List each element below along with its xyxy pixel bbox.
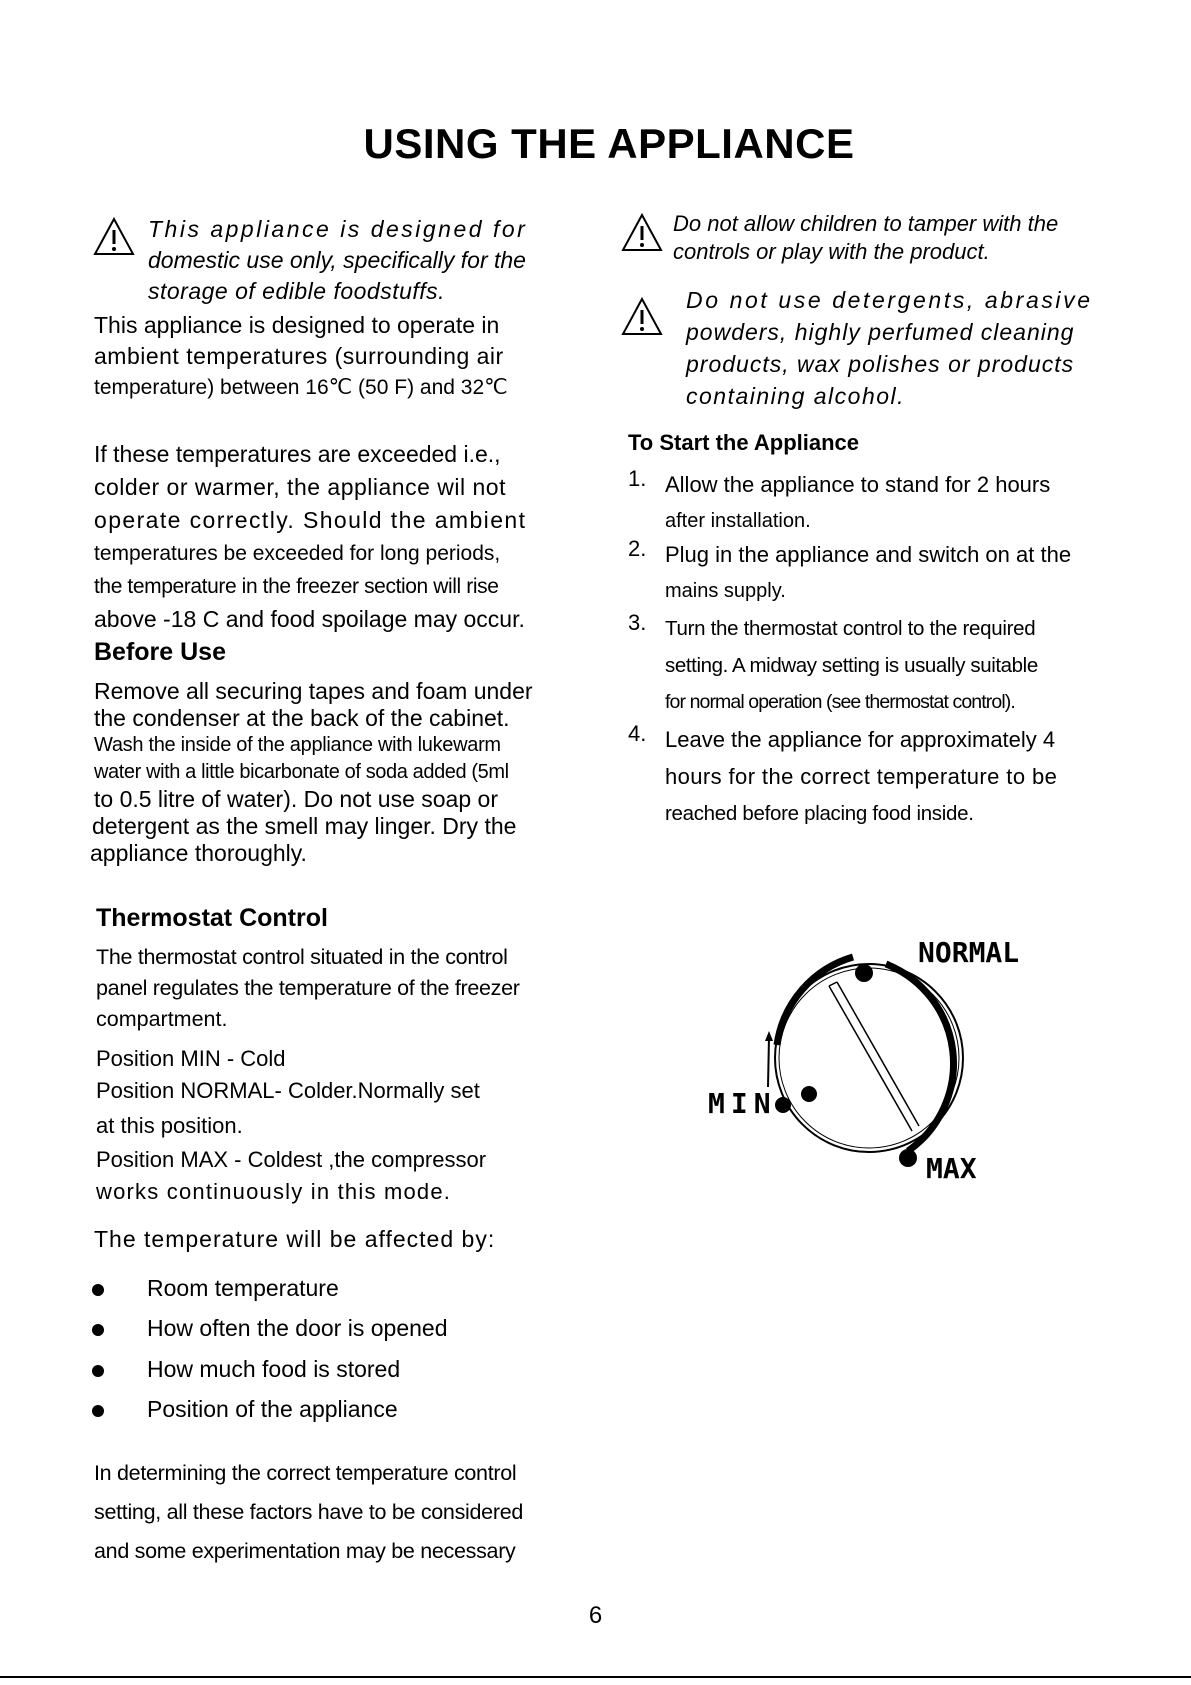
bullet-icon bbox=[92, 1324, 104, 1336]
start-steps-list: 1. Allow the appliance to stand for 2 hours after installation. 2. Plug in the appliance and switch on at the mains supply. 3. Turn the thermostat control to the required setting. A midway setting is usually suitable for normal operation (see thermostat control). 4. Leave the appliance for approximately 4 hours for the correct temperature to be reached before placing food inside. bbox=[628, 466, 1072, 825]
thermostat-dial-diagram bbox=[690, 925, 1070, 1195]
dial-label-normal: NORMAL bbox=[918, 936, 1020, 969]
bullet-icon bbox=[92, 1284, 104, 1296]
dial-label-min: MIN bbox=[708, 1087, 777, 1120]
before-use-heading: Before Use bbox=[94, 638, 226, 666]
warning-triangle-icon bbox=[620, 296, 664, 338]
page-number: 6 bbox=[588, 1602, 603, 1629]
warning-domestic-use: This appliance is designed for domestic use only, specifically for the storage of edible foodstuffs. bbox=[148, 216, 528, 304]
position-min-text: Position MIN - Cold bbox=[96, 1046, 286, 1071]
warning-detergents: Do not use detergents, abrasive powders, highly perfumed cleaning products, wax polishes or products containing alcohol. bbox=[686, 287, 1093, 409]
exceeded-temperature-text: If these temperatures are exceeded i.e., colder or warmer, the appliance wil not operate correctly. Should the ambient temperatures be exceeded for long periods, the temperature in the freezer section will rise above -18 C and food spoilage may occur. bbox=[94, 441, 527, 632]
ambient-temperature-text: This appliance is designed to operate in ambient temperatures (surrounding air temperature) between 16℃ (50 F) and 32℃ bbox=[94, 312, 508, 399]
page-title: USING THE APPLIANCE bbox=[363, 120, 855, 167]
dial-label-max: MAX bbox=[926, 1152, 977, 1185]
position-normal-text: Position NORMAL- Colder.Normally set at this position. bbox=[96, 1078, 480, 1138]
thermostat-heading: Thermostat Control bbox=[96, 904, 328, 932]
position-max-text: Position MAX - Coldest ,the compressor works continuously in this mode. bbox=[96, 1147, 487, 1204]
affected-intro: The temperature will be affected by: bbox=[94, 1226, 496, 1252]
before-use-text: Remove all securing tapes and foam under the condenser at the back of the cabinet. Wash the inside of the appliance with lukewarm water with a little bicarbonate of soda added (5ml to 0.5 litre of water). Do not use soap or detergent as the smell may linger. Dry the appliance thoroughly. bbox=[90, 678, 533, 866]
conclusion-text: In determining the correct temperature control setting, all these factors have to be considered and some experimentation may be necessary bbox=[94, 1461, 524, 1563]
bottom-divider bbox=[0, 1676, 1191, 1678]
start-appliance-heading: To Start the Appliance bbox=[628, 430, 860, 455]
warning-children: Do not allow children to tamper with the controls or play with the product. bbox=[673, 211, 1059, 264]
warning-triangle-icon bbox=[620, 212, 664, 254]
bullet-icon bbox=[92, 1365, 104, 1377]
bullet-icon bbox=[92, 1405, 104, 1417]
warning-triangle-icon bbox=[92, 216, 136, 258]
thermostat-intro: The thermostat control situated in the control panel regulates the temperature of the freezer compartment. bbox=[96, 945, 520, 1031]
